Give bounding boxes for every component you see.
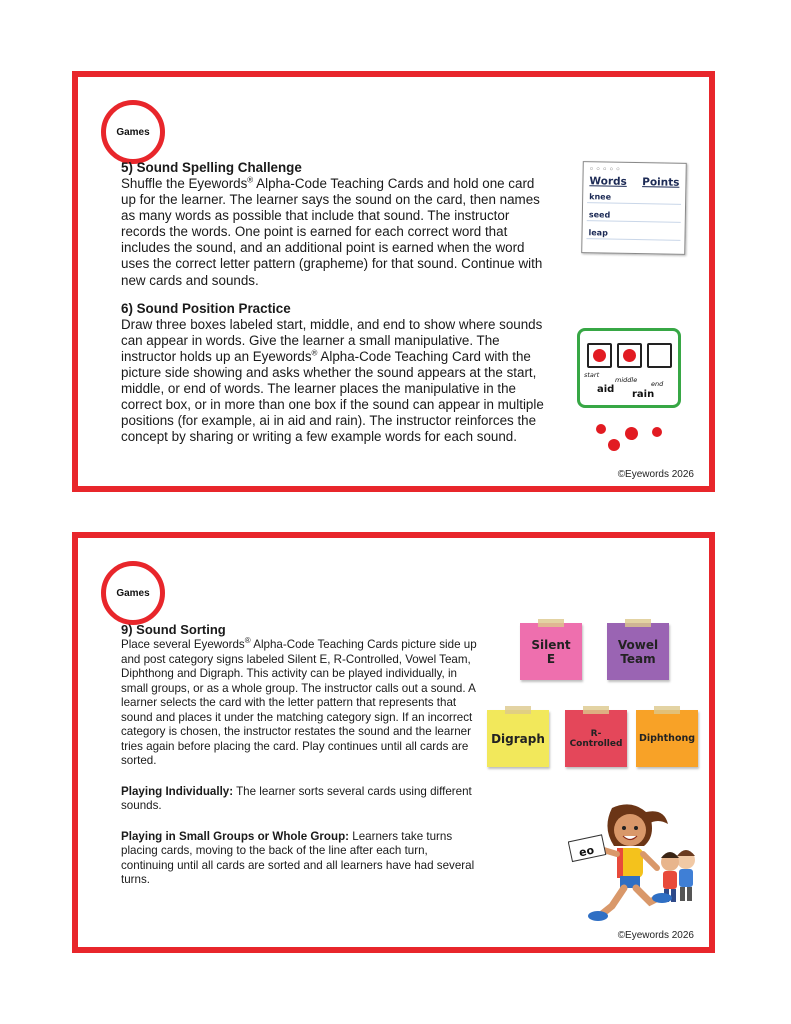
kid-card-text: eo: [577, 843, 596, 860]
end-label: end: [651, 380, 664, 388]
games-badge: Games: [101, 561, 165, 625]
counter-dot: [596, 424, 606, 434]
end-box: [647, 343, 672, 368]
notepad-illustration: [581, 161, 687, 255]
games-badge: Games: [101, 100, 165, 164]
counter-dot: [608, 439, 620, 451]
copyright: ©Eyewords 2026: [617, 469, 694, 480]
points-header: Points: [642, 176, 680, 189]
board-word: rain: [632, 389, 655, 400]
counter-dot: [625, 427, 638, 440]
section-sound-sorting: [121, 622, 481, 888]
notepad-word: knee: [589, 192, 612, 202]
counter-dot: [652, 427, 662, 437]
board-word: aid: [597, 384, 615, 395]
middle-label: middle: [615, 376, 638, 384]
individual-play: Playing Individually: The learner sorts several cards using different sounds.: [121, 784, 472, 812]
marker-dot: [593, 349, 606, 362]
game-card-1: [72, 71, 715, 492]
copyright: ©Eyewords 2026: [617, 930, 694, 941]
position-board-illustration: [577, 328, 681, 408]
sticky-r-controlled: R-Controlled: [565, 710, 627, 767]
section-title: 6) Sound Position Practice: [121, 300, 291, 316]
words-header: Words: [589, 175, 627, 188]
section-body: Draw three boxes labeled start, middle, and end to show where sounds can appear in words. Give the learner a small manipulative. The instructor holds up an Eyewords® Alpha-Code Teaching Card with the picture side showing and asks whether the sound appears at the start, middle, or end of words. The learner places the manipulative in the correct box, or in more than one box if the sound can appear in multiple positions (for example, ai in aid and rain). The instructor reinforces the concept by sharing or writing a few example words for each sound.: [121, 316, 544, 445]
notepad-word: leap: [588, 228, 608, 238]
section-body: Place several Eyewords® Alpha-Code Teaching Cards picture side up and post category signs labeled Silent E, R-Controlled, Vowel Team, Diphthong and Digraph. This activity can be played individually, in small groups, or as a whole group. The instructor calls out a sound. A learner selects the card with the letter pattern that represents that sound and places it under the matching category sign. If an incorrect category is chosen, the instructor restates the sound and the learner tries again before placing the card. Play continues until all cards are sorted.: [121, 636, 477, 767]
game-card-2: [72, 532, 715, 953]
group-play: Playing in Small Groups or Whole Group: Learners take turns placing cards, moving to the back of the line after each turn, continuing until all cards are sorted and all learners have had several turns.: [121, 829, 475, 886]
sticky-silent-e: Silent E: [520, 623, 582, 680]
sticky-digraph: Digraph: [487, 710, 549, 767]
spiral-rings-icon: ○○○○○: [589, 166, 623, 173]
section-title: 9) Sound Sorting: [121, 622, 226, 637]
section-sound-spelling: [121, 160, 551, 445]
section-body: Shuffle the Eyewords® Alpha-Code Teaching Cards and hold one card up for the learner. The learner says the sound on the card, then names as many words as possible that include that sound. The instructor records the words. One point is earned for each correct word that includes the sound, and an additional point is earned when the word uses the correct letter pattern (grapheme) for that sound. Continue with new cards and sounds.: [121, 175, 543, 288]
start-label: start: [584, 371, 600, 379]
sticky-diphthong: Diphthong: [636, 710, 698, 767]
running-kids-illustration: [568, 802, 708, 930]
marker-dot: [623, 349, 636, 362]
section-title: 5) Sound Spelling Challenge: [121, 160, 302, 175]
notepad-word: seed: [588, 210, 611, 220]
sticky-vowel-team: Vowel Team: [607, 623, 669, 680]
